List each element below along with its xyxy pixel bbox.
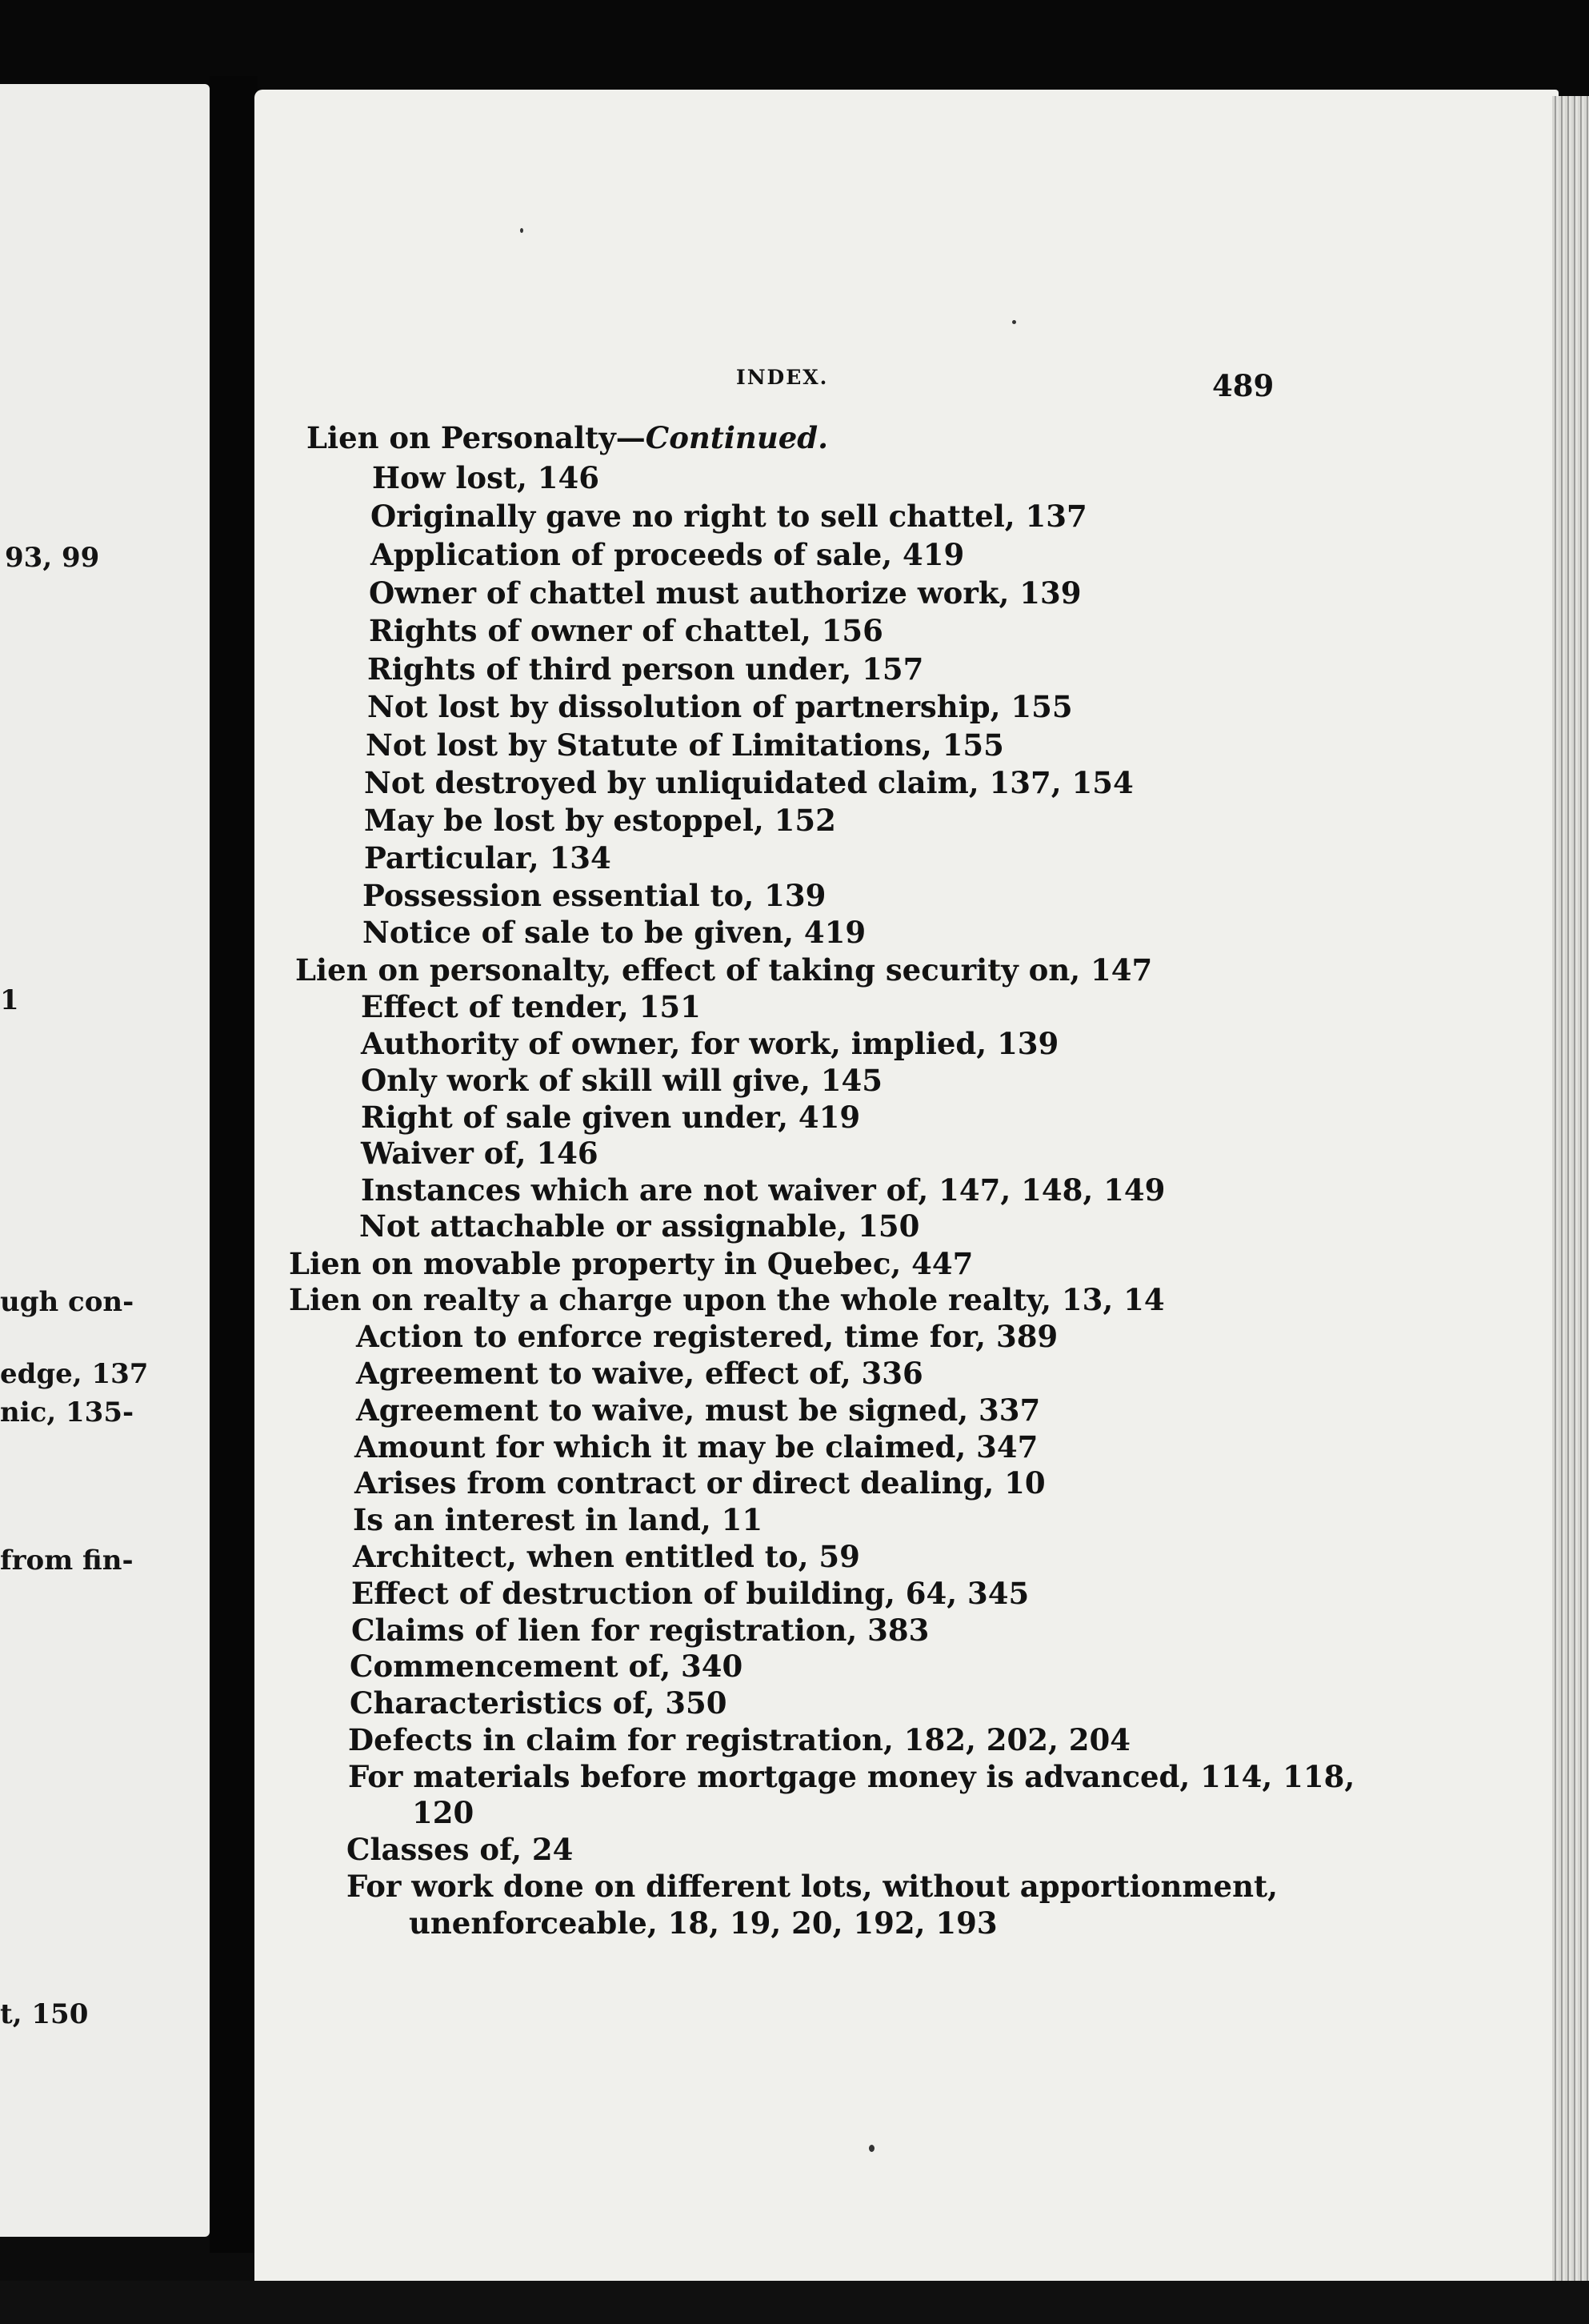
index-subentry: Notice of sale to be given, 419: [362, 915, 867, 950]
speck: [869, 2145, 875, 2152]
index-subentry: Not attachable or assignable, 150: [359, 1208, 920, 1244]
index-subentry: Not lost by dissolution of partnership, 155: [367, 689, 1073, 724]
index-subentry: Architect, when entitled to, 59: [353, 1539, 860, 1574]
index-heading: Lien on movable property in Quebec, 447: [289, 1246, 974, 1281]
index-subentry: Arises from contract or direct dealing, 10: [354, 1465, 1046, 1501]
index-subentry: For work done on different lots, without apportionment,: [346, 1869, 1278, 1904]
index-subentry: Commencement of, 340: [350, 1649, 743, 1684]
left-fragment: 93, 99: [5, 542, 100, 574]
index-subentry: Particular, 134: [364, 840, 611, 876]
index-subentry: Is an interest in land, 11: [353, 1502, 763, 1537]
heading-text: Lien on Personalty—: [306, 420, 646, 455]
index-subentry: Claims of lien for registration, 383: [351, 1613, 930, 1648]
book-gutter: [210, 76, 258, 2253]
index-subentry: Possession essential to, 139: [362, 878, 827, 913]
index-subentry: Not lost by Statute of Limitations, 155: [366, 727, 1004, 763]
index-subentry: Characteristics of, 350: [350, 1685, 727, 1721]
speck: [1012, 320, 1016, 324]
left-fragment: ugh con-: [0, 1286, 134, 1318]
heading-continued: Continued.: [645, 420, 829, 455]
index-subentry: How lost, 146: [372, 460, 600, 495]
index-subentry: Action to enforce registered, time for, 389: [356, 1319, 1059, 1354]
index-subentry: Agreement to waive, effect of, 336: [356, 1356, 923, 1391]
index-subentry: Amount for which it may be claimed, 347: [354, 1429, 1039, 1465]
index-subentry: Owner of chattel must authorize work, 139: [369, 575, 1082, 611]
left-fragment: nic, 135-: [0, 1396, 134, 1428]
left-fragment: edge, 137: [0, 1358, 149, 1390]
index-heading: [306, 420, 828, 455]
index-subentry: Application of proceeds of sale, 419: [370, 537, 965, 572]
index-subentry: Originally gave no right to sell chattel, 137: [370, 499, 1087, 534]
index-subentry: Only work of skill will give, 145: [361, 1063, 883, 1098]
speck: [520, 228, 523, 233]
index-subentry: For materials before mortgage money is advanced, 114, 118,: [348, 1759, 1355, 1794]
page-number: 489: [1212, 368, 1275, 403]
running-head: INDEX.: [736, 366, 829, 389]
left-page: [0, 84, 210, 2237]
page-edges: [1552, 96, 1589, 2305]
index-subentry: Classes of, 24: [346, 1832, 574, 1867]
left-fragment: t, 150: [0, 1998, 89, 2030]
left-fragment: 1: [0, 984, 19, 1016]
index-subentry: Agreement to waive, must be signed, 337: [356, 1392, 1041, 1428]
index-subentry: Waiver of, 146: [361, 1136, 598, 1171]
index-subentry: Defects in claim for registration, 182, 202, 204: [348, 1722, 1131, 1757]
index-subentry: Rights of third person under, 157: [367, 651, 924, 687]
index-subentry: Rights of owner of chattel, 156: [369, 613, 883, 648]
index-subentry: Right of sale given under, 419: [361, 1100, 861, 1135]
scan-bottom-border: [0, 2281, 1589, 2324]
left-fragment: from fin-: [0, 1545, 134, 1577]
index-subentry: May be lost by estoppel, 152: [364, 803, 836, 838]
index-subentry: Instances which are not waiver of, 147, 148, 149: [361, 1172, 1166, 1208]
index-subentry: Authority of owner, for work, implied, 139: [361, 1026, 1059, 1061]
index-heading: Lien on personalty, effect of taking security on, 147: [295, 952, 1153, 988]
index-subentry-continuation: 120: [412, 1795, 474, 1830]
index-subentry-continuation: unenforceable, 18, 19, 20, 192, 193: [409, 1905, 998, 1941]
index-subentry: Not destroyed by unliquidated claim, 137, 154: [364, 765, 1134, 800]
index-subentry: Effect of destruction of building, 64, 345: [351, 1576, 1030, 1611]
index-subentry: Effect of tender, 151: [361, 989, 701, 1024]
index-heading: Lien on realty a charge upon the whole realty, 13, 14: [289, 1282, 1165, 1317]
